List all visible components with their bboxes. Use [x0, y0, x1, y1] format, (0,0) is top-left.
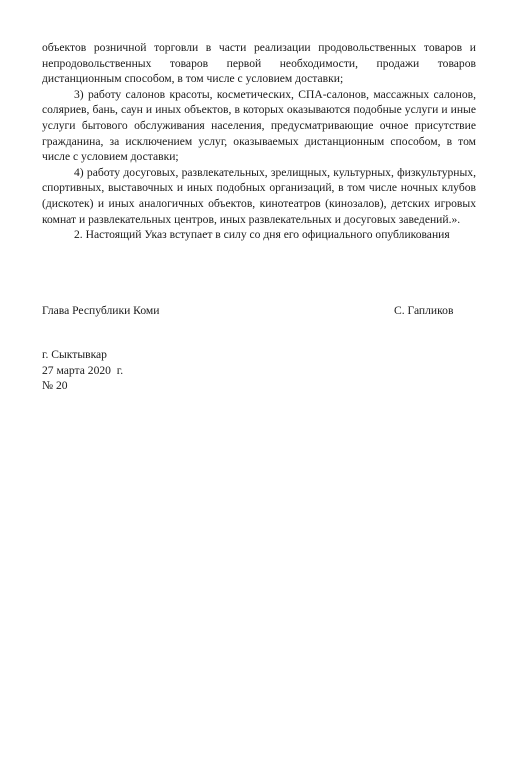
- signatory-title: Глава Республики Коми: [42, 304, 160, 317]
- paragraph-item-4: 4) работу досуговых, развлекательных, зрелищных, культурных, физкультурных, спортивных, выставочных и иных подобных организаций, в том числе ночных клубов (дискотек) и иных аналогичных объектов, кинотеатров (кинозалов), детских игровых комнат и развлекательных центров, иных развлекательных и досуговых заведений.».: [42, 165, 476, 226]
- footer-date: 27 марта 2020 г.: [42, 363, 124, 377]
- paragraph-item-3: 3) работу салонов красоты, косметических, СПА-салонов, массажных салонов, соляриев, бань, саун и иных объектов, в которых оказываются подобные услуги и иные услуги бытового обслуживания населения, предусматривающие очное присутствие гражданина, за исключением услуг, оказываемых дистанционным способом, в том числе с условием доставки;: [42, 87, 476, 164]
- signatory-name: С. Гапликов: [394, 304, 454, 317]
- document-body: [42, 40, 476, 243]
- paragraph-effective-date: 2. Настоящий Указ вступает в силу со дня его официального опубликования: [74, 228, 450, 242]
- footer-city: г. Сыктывкар: [42, 348, 107, 361]
- footer-number: № 20: [42, 379, 68, 393]
- document-footer: [42, 347, 123, 394]
- paragraph-continuation: объектов розничной торговли в части реализации продовольственных товаров и непродовольственных товаров первой необходимости, продажи товаров дистанционным способом, в том числе с условием доставки;: [42, 41, 476, 86]
